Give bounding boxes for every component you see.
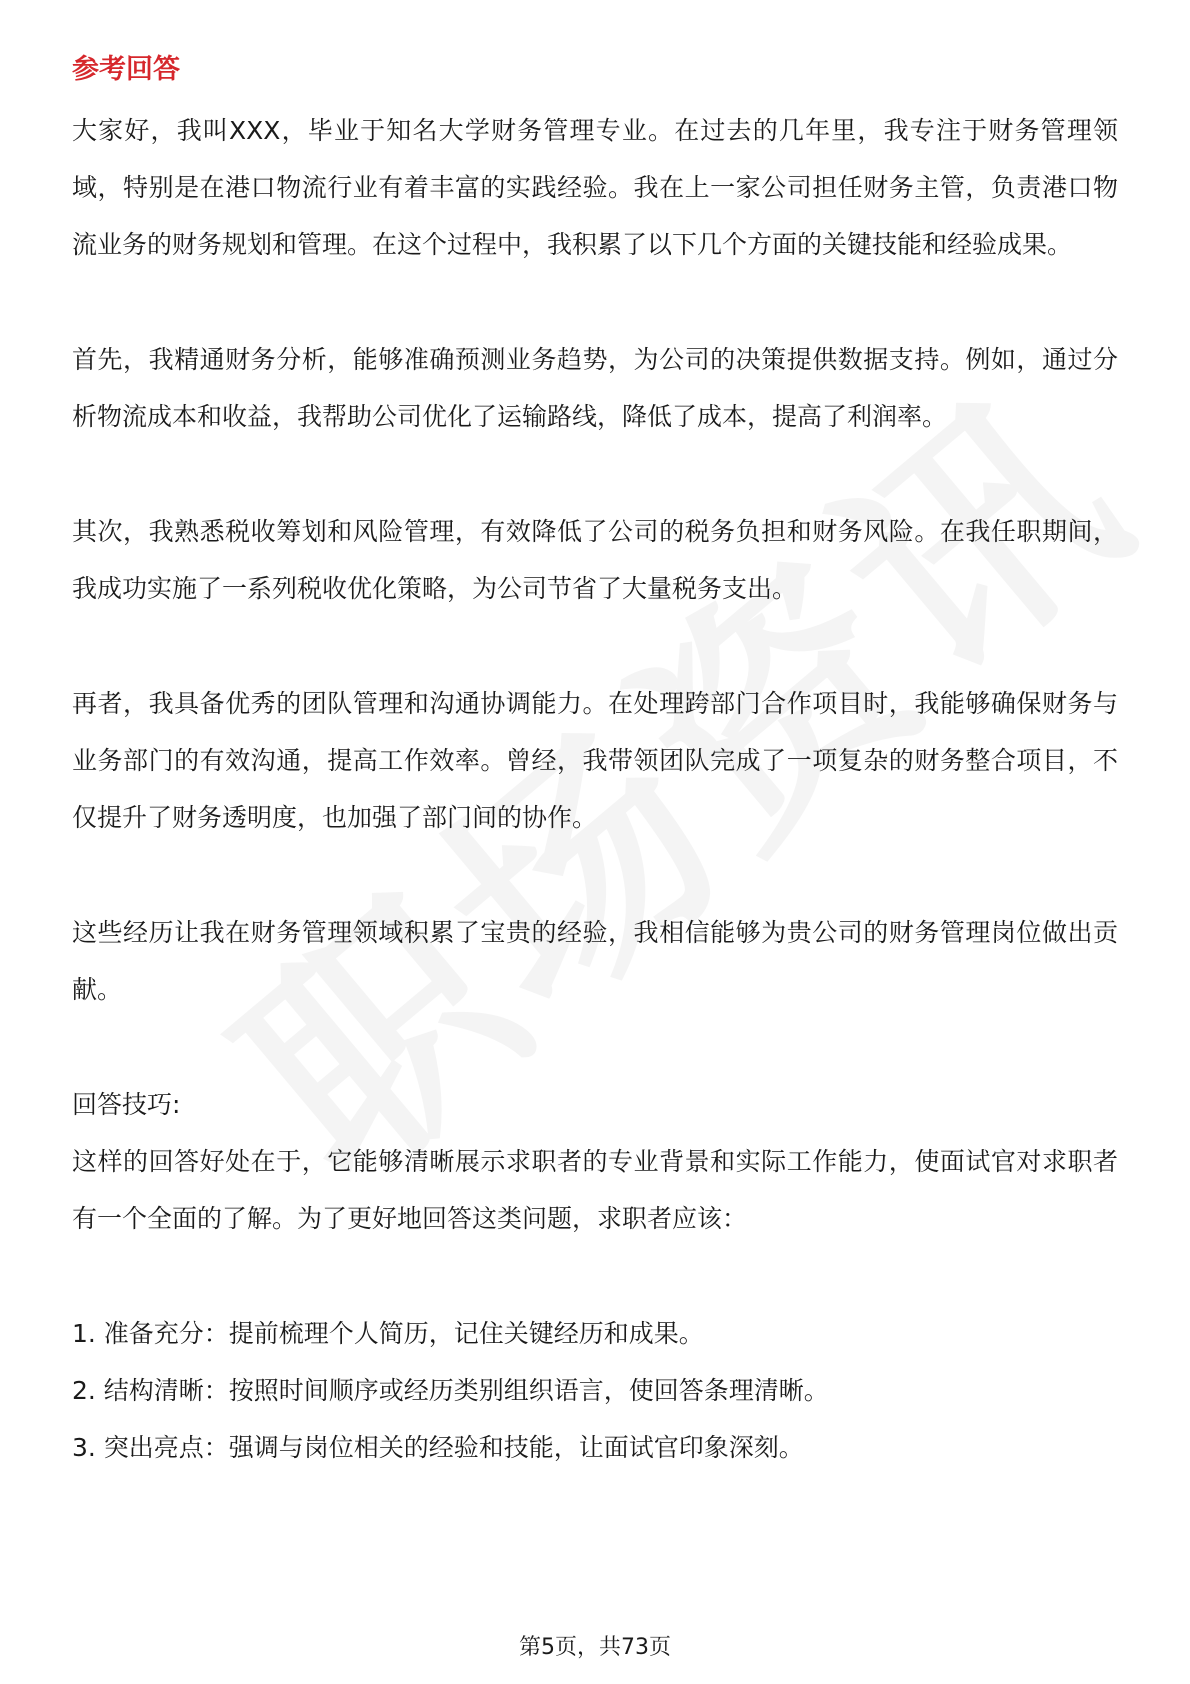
spacer (72, 445, 1118, 503)
tips-intro: 这样的回答好处在于，它能够清晰展示求职者的专业背景和实际工作能力，使面试官对求职者有一个全面的了解。为了更好地回答这类问题，求职者应该： (72, 1147, 1118, 1233)
answer-paragraph-5: 这些经历让我在财务管理领域积累了宝贵的经验，我相信能够为贵公司的财务管理岗位做出贡献。 (72, 918, 1118, 1004)
tips-list-item-1: 1. 准备充分：提前梳理个人简历，记住关键经历和成果。 (72, 1319, 704, 1348)
tips-list-item-3: 3. 突出亮点：强调与岗位相关的经验和技能，让面试官印象深刻。 (72, 1433, 804, 1462)
section-heading: 参考回答 (72, 54, 180, 85)
spacer (72, 617, 1118, 675)
tips-list-item-2: 2. 结构清晰：按照时间顺序或经历类别组织语言，使回答条理清晰。 (72, 1376, 829, 1405)
spacer (72, 1018, 1118, 1076)
answer-paragraph-4: 再者，我具备优秀的团队管理和沟通协调能力。在处理跨部门合作项目时，我能够确保财务与业务部门的有效沟通，提高工作效率。曾经，我带领团队完成了一项复杂的财务整合项目，不仅提升了财务透明度，也加强了部门间的协作。 (72, 689, 1118, 832)
answer-paragraph-2: 首先，我精通财务分析，能够准确预测业务趋势，为公司的决策提供数据支持。例如，通过分析物流成本和收益，我帮助公司优化了运输路线，降低了成本，提高了利润率。 (72, 345, 1118, 431)
page-number: 第5页，共73页 (519, 1635, 671, 1660)
answer-paragraph-1: 大家好，我叫XXX，毕业于知名大学财务管理专业。在过去的几年里，我专注于财务管理领域，特别是在港口物流行业有着丰富的实践经验。我在上一家公司担任财务主管，负责港口物流业务的财务规划和管理。在这个过程中，我积累了以下几个方面的关键技能和经验成果。 (72, 116, 1118, 259)
page-content (72, 50, 1118, 1476)
spacer (72, 846, 1118, 904)
spacer (72, 273, 1118, 331)
tips-title: 回答技巧: (72, 1090, 181, 1119)
spacer (72, 1247, 1118, 1305)
answer-paragraph-3: 其次，我熟悉税收筹划和风险管理，有效降低了公司的税务负担和财务风险。在我任职期间，我成功实施了一系列税收优化策略，为公司节省了大量税务支出。 (72, 517, 1118, 603)
